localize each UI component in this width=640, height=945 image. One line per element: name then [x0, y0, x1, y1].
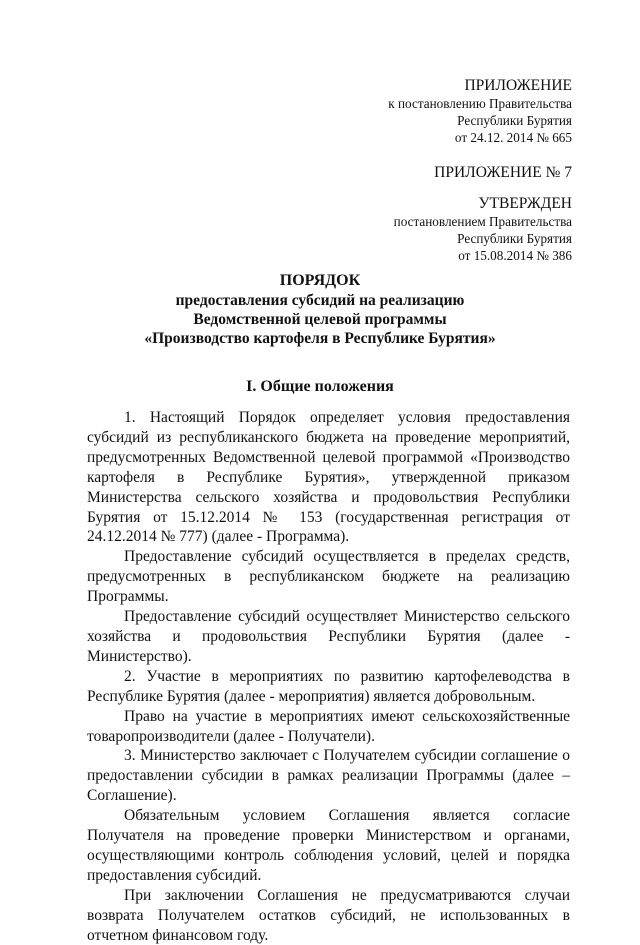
approval-header: [394, 194, 572, 264]
document-subtitle: [0, 291, 640, 348]
paragraph: Право на участие в мероприятиях имеют сельскохозяйственные товаропроизводители (далее - Получатели).: [87, 707, 570, 745]
approval-title: УТВЕРЖДЕН: [478, 195, 572, 212]
paragraph: 1. Настоящий Порядок определяет условия предоставления субсидий из республиканского бюджета на проведение мероприятий, предусмотренных Ведомственной целевой программой «Производство картофеля в Республике Бурятия», утвержденной приказом Министерства сельского хозяйства и продовольствия Республики Бурятия от 15.12.2014 № 153 (государственная регистрация от 24.12.2014 № 777) (далее - Программа).: [87, 409, 570, 546]
section-heading: I. Общие положения: [246, 378, 394, 395]
approval-line-2: Республики Бурятия: [457, 231, 572, 246]
paragraph: При заключении Соглашения не предусматриваются случаи возврата Получателем остатков субсидий, не использованных в отчетном финансовом году.: [87, 886, 570, 944]
approval-line-1: постановлением Правительства: [393, 214, 572, 229]
paragraph: Предоставление субсидий осуществляется в пределах средств, предусмотренных в республиканском бюджете на реализацию Программы.: [87, 548, 570, 606]
subtitle-line-2: Ведомственной целевой программы: [193, 311, 447, 328]
appendix-1-line-2: Республики Бурятия: [457, 113, 572, 128]
appendix-1-line-3: от 24.12. 2014 № 665: [454, 130, 572, 145]
paragraph: Обязательным условием Соглашения является согласие Получателя на проведение проверки Министерством и органами, осуществляющими контроль соблюдения условий, целей и порядка предоставления субсидий.: [87, 807, 570, 884]
subtitle-line-1: предоставления субсидий на реализацию: [175, 292, 465, 309]
approval-line-3: от 15.08.2014 № 386: [458, 248, 572, 263]
paragraph: 2. Участие в мероприятиях по развитию картофелеводства в Республике Бурятия (далее - мероприятия) является добровольным.: [87, 667, 570, 705]
paragraph: Предоставление субсидий осуществляет Министерство сельского хозяйства и продовольствия Республики Бурятия (далее - Министерство).: [87, 608, 570, 665]
paragraph: 3. Министерство заключает с Получателем субсидии соглашение о предоставлении субсидии в рамках реализации Программы (далее – Соглашение).: [87, 747, 570, 805]
appendix-7-title: ПРИЛОЖЕНИЕ № 7: [434, 164, 572, 181]
subtitle-line-3: «Производство картофеля в Республике Бурятия»: [144, 330, 496, 347]
appendix-1-title: ПРИЛОЖЕНИЕ: [464, 77, 572, 94]
appendix-1-line-1: к постановлению Правительства: [388, 96, 572, 111]
document-body: [87, 408, 570, 945]
document-title: ПОРЯДОК: [279, 272, 361, 289]
appendix-1-header: [388, 76, 572, 146]
appendix-7-header: [434, 163, 572, 182]
